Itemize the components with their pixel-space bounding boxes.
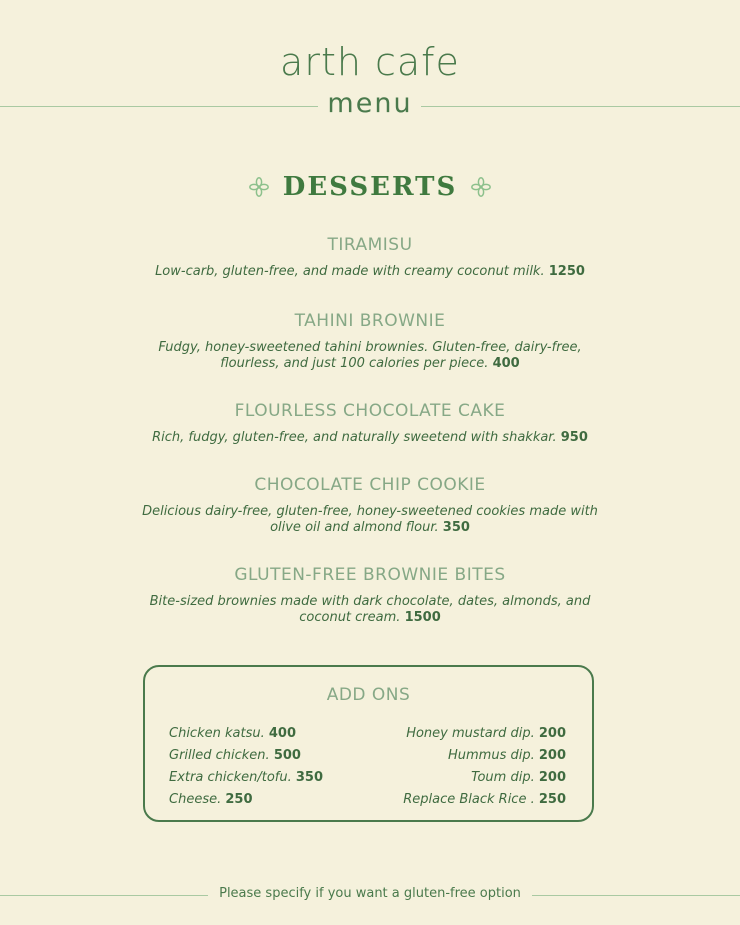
item-name: TIRAMISU (327, 235, 413, 255)
divider-right (421, 106, 740, 107)
addon-name: Toum dip. (471, 770, 535, 785)
addons-left-column (169, 723, 323, 811)
flower-icon (249, 177, 269, 197)
footer-divider-right (532, 895, 740, 896)
addon-item (403, 767, 566, 789)
footer-note: Please specify if you want a gluten-free option (219, 886, 521, 901)
item-price: 1250 (548, 264, 585, 279)
description-text: Bite-sized brownies made with dark chocolate, dates, almonds, and coconut cream. (149, 594, 591, 625)
dessert-list (130, 234, 610, 644)
subtitle-row (0, 88, 740, 124)
item-description (130, 594, 610, 626)
cafe-title: arth cafe (280, 40, 460, 84)
addon-price: 250 (225, 792, 253, 807)
description-text: Low-carb, gluten-free, and made with creamy coconut milk. (155, 264, 545, 279)
item-price: 1500 (404, 610, 441, 625)
addon-name: Honey mustard dip. (406, 726, 535, 741)
addon-price: 400 (268, 726, 296, 741)
item-description (130, 264, 610, 280)
addon-price: 200 (538, 770, 566, 785)
addon-item (169, 767, 323, 789)
addon-name: Hummus dip. (447, 748, 535, 763)
item-name: TAHINI BROWNIE (294, 311, 446, 331)
addon-name: Extra chicken/tofu. (169, 770, 292, 785)
section-title: DESSERTS (282, 172, 458, 202)
item-price: 400 (492, 356, 520, 371)
menu-subtitle: menu (327, 88, 413, 119)
addon-name: Replace Black Rice . (403, 792, 535, 807)
footer (0, 886, 740, 906)
description-text: Delicious dairy-free, gluten-free, honey-sweetened cookies made with olive oil and almond flour. (142, 504, 598, 535)
item-price: 950 (560, 430, 588, 445)
addon-name: Grilled chicken. (169, 748, 270, 763)
menu-item (130, 474, 610, 536)
flower-icon (471, 177, 491, 197)
addon-item (169, 745, 323, 767)
addon-item (169, 723, 323, 745)
menu-item (130, 400, 610, 446)
addons-box (143, 665, 594, 822)
addon-item (403, 789, 566, 811)
addon-price: 200 (538, 726, 566, 741)
item-description (130, 504, 610, 536)
addon-name: Cheese. (169, 792, 222, 807)
description-text: Fudgy, honey-sweetened tahini brownies. Gluten-free, dairy-free, flourless, and just 100 calories per piece. (158, 340, 582, 371)
addon-price: 500 (273, 748, 301, 763)
item-description (130, 430, 610, 446)
addons-right-column (403, 723, 566, 811)
addon-price: 250 (538, 792, 566, 807)
addon-item (403, 745, 566, 767)
addons-title: ADD ONS (326, 685, 411, 705)
item-description (130, 340, 610, 372)
section-header (0, 172, 740, 202)
description-text: Rich, fudgy, gluten-free, and naturally sweetend with shakkar. (152, 430, 557, 445)
addon-name: Chicken katsu. (169, 726, 265, 741)
item-price: 350 (442, 520, 470, 535)
menu-item (130, 564, 610, 626)
addon-price: 200 (538, 748, 566, 763)
addon-price: 350 (295, 770, 324, 785)
menu-item (130, 234, 610, 280)
menu-item (130, 310, 610, 372)
item-name: GLUTEN-FREE BROWNIE BITES (234, 565, 506, 585)
item-name: FLOURLESS CHOCOLATE CAKE (234, 401, 506, 421)
addon-item (403, 723, 566, 745)
addon-item (169, 789, 323, 811)
item-name: CHOCOLATE CHIP COOKIE (254, 475, 486, 495)
